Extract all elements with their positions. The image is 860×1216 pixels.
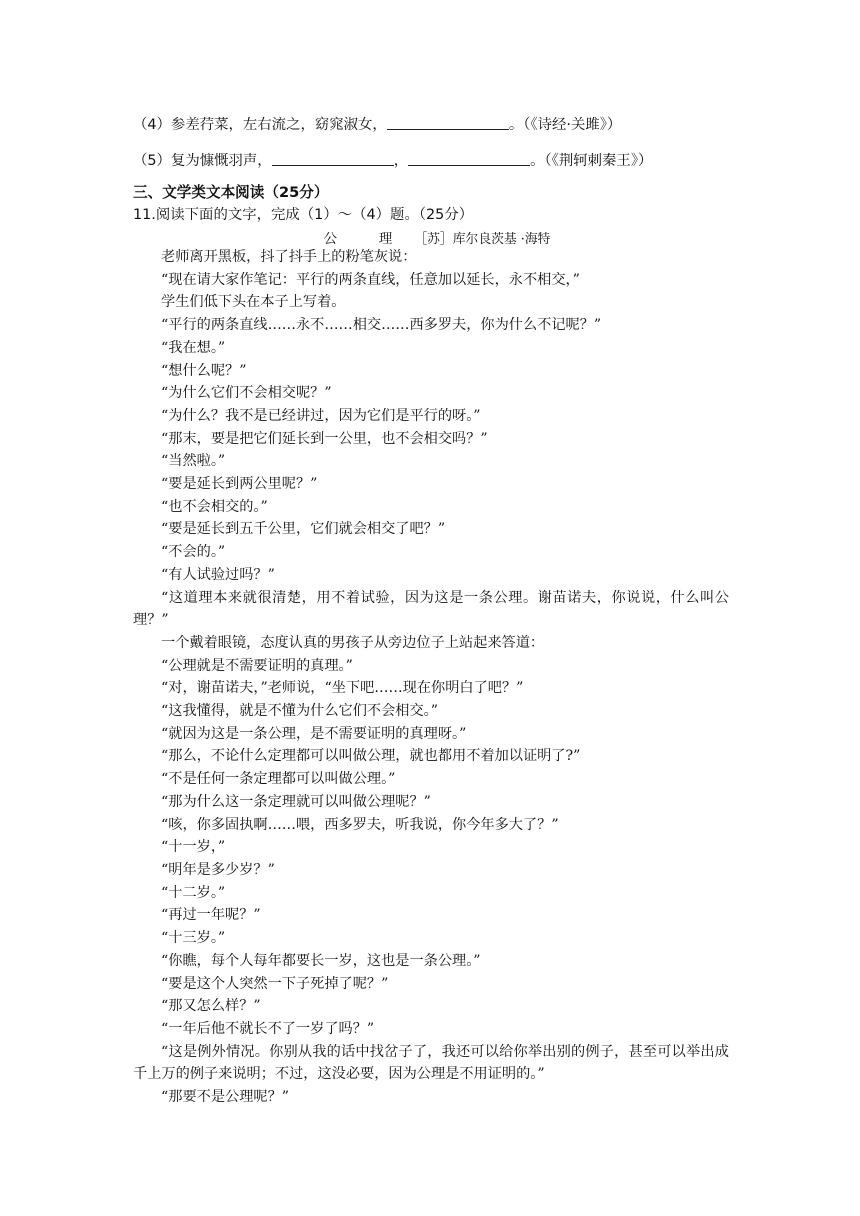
story-paragraph: “这道理本来就很清楚，用不着试验，因为这是一条公理。谢苗诺夫，你说说，什么叫公理？” bbox=[133, 589, 729, 629]
story-header bbox=[0, 227, 860, 247]
story-paragraph: “那么，不论什么定理都可以叫做公理，就也都用不着加以证明了?” bbox=[161, 748, 581, 765]
story-paragraph: “要是这个人突然一下子死掉了呢？” bbox=[161, 975, 389, 992]
question-5-prefix: （5）复为慷慨羽声， bbox=[133, 153, 272, 169]
question-5-mid: ， bbox=[393, 153, 409, 169]
story-paragraph: “那为什么这一条定理就可以叫做公理呢？” bbox=[161, 793, 431, 810]
story-paragraph: “一年后他不就长不了一岁了吗？” bbox=[161, 1020, 375, 1037]
story-paragraph: “再过一年呢？” bbox=[161, 907, 261, 924]
story-paragraph: “那末，要是把它们延长到一公里，也不会相交吗？” bbox=[161, 430, 488, 447]
story-paragraph: 老师离开黑板，抖了抖手上的粉笔灰说： bbox=[161, 249, 417, 265]
story-paragraph: “为什么它们不会相交呢？” bbox=[161, 385, 332, 402]
story-paragraph: “那要不是公理呢？” bbox=[161, 1089, 290, 1106]
story-paragraph: “十三岁。” bbox=[161, 930, 226, 947]
story-paragraph: “现在请大家作笔记：平行的两条直线，任意加以延长，永不相交，” bbox=[161, 271, 580, 288]
answer-blank[interactable] bbox=[387, 116, 509, 130]
story-paragraph: “就因为这是一条公理，是不需要证明的真理呀。” bbox=[161, 725, 467, 742]
story-paragraph: 一个戴着眼镜，态度认真的男孩子从旁边位子上站起来答道： bbox=[161, 634, 545, 651]
answer-blank[interactable] bbox=[272, 152, 394, 166]
story-paragraph: “十一岁，” bbox=[161, 839, 226, 856]
story-paragraph: “明年是多少岁？” bbox=[161, 861, 275, 878]
story-paragraph: “不是任何一条定理都可以叫做公理。” bbox=[161, 771, 396, 788]
question-4-suffix: 。（《诗经·关雎》） bbox=[508, 117, 622, 133]
task-instruction: 11.阅读下面的文字，完成（1）～（4）题。（25分） bbox=[133, 207, 474, 223]
story-paragraph: “当然啦。” bbox=[161, 453, 226, 470]
story-paragraph: “公理就是不需要证明的真理。” bbox=[161, 657, 353, 674]
story-paragraph: “咳，你多固执啊……喂，西多罗夫，听我说，你今年多大了？” bbox=[161, 816, 559, 833]
story-paragraph: “对，谢苗诺夫，”老师说，“坐下吧……现在你明白了吧？” bbox=[161, 680, 524, 697]
story-paragraph: “你瞧，每个人每年都要长一岁，这也是一条公理。” bbox=[161, 952, 481, 969]
story-paragraph: “我在想。” bbox=[161, 339, 226, 356]
story-paragraph: 学生们低下头在本子上写着。 bbox=[161, 294, 346, 311]
story-paragraph: “不会的。” bbox=[161, 544, 226, 561]
story-paragraph: “要是延长到两公里呢？” bbox=[161, 476, 318, 493]
story-paragraph: “想什么呢？” bbox=[161, 362, 247, 379]
question-5-suffix: 。（《荆轲刺秦王》） bbox=[530, 153, 653, 169]
story-paragraph: “那又怎么样？” bbox=[161, 998, 261, 1015]
question-5 bbox=[133, 149, 652, 170]
answer-blank[interactable] bbox=[408, 152, 530, 166]
story-paragraph: “为什么？我不是已经讲过，因为它们是平行的呀。” bbox=[161, 407, 481, 424]
story-paragraph: “这我懂得，就是不懂为什么它们不会相交。” bbox=[161, 703, 438, 720]
story-paragraph: “十二岁。” bbox=[161, 884, 226, 901]
story-title: 公 理 bbox=[323, 231, 407, 247]
story-body bbox=[133, 246, 729, 1109]
story-author: ［苏］库尔良茨基 ·海特 bbox=[414, 232, 551, 247]
story-paragraph: “也不会相交的。” bbox=[161, 498, 268, 515]
story-paragraph: “有人试验过吗？” bbox=[161, 566, 275, 583]
section-heading: 三、文学类文本阅读（25分） bbox=[133, 184, 329, 201]
story-paragraph: “要是延长到五千公里，它们就会相交了吧？” bbox=[161, 521, 446, 538]
question-4-prefix: （4）参差荇菜，左右流之，窈窕淑女， bbox=[133, 117, 387, 133]
question-4 bbox=[133, 113, 621, 134]
story-paragraph: “这是例外情况。你别从我的话中找岔子了，我还可以给你举出别的例子，甚至可以举出成千上万的例子来说明；不过，这没必要，因为公理是不用证明的。” bbox=[133, 1043, 729, 1083]
story-paragraph: “平行的两条直线……永不……相交……西多罗夫，你为什么不记呢？” bbox=[161, 317, 602, 334]
